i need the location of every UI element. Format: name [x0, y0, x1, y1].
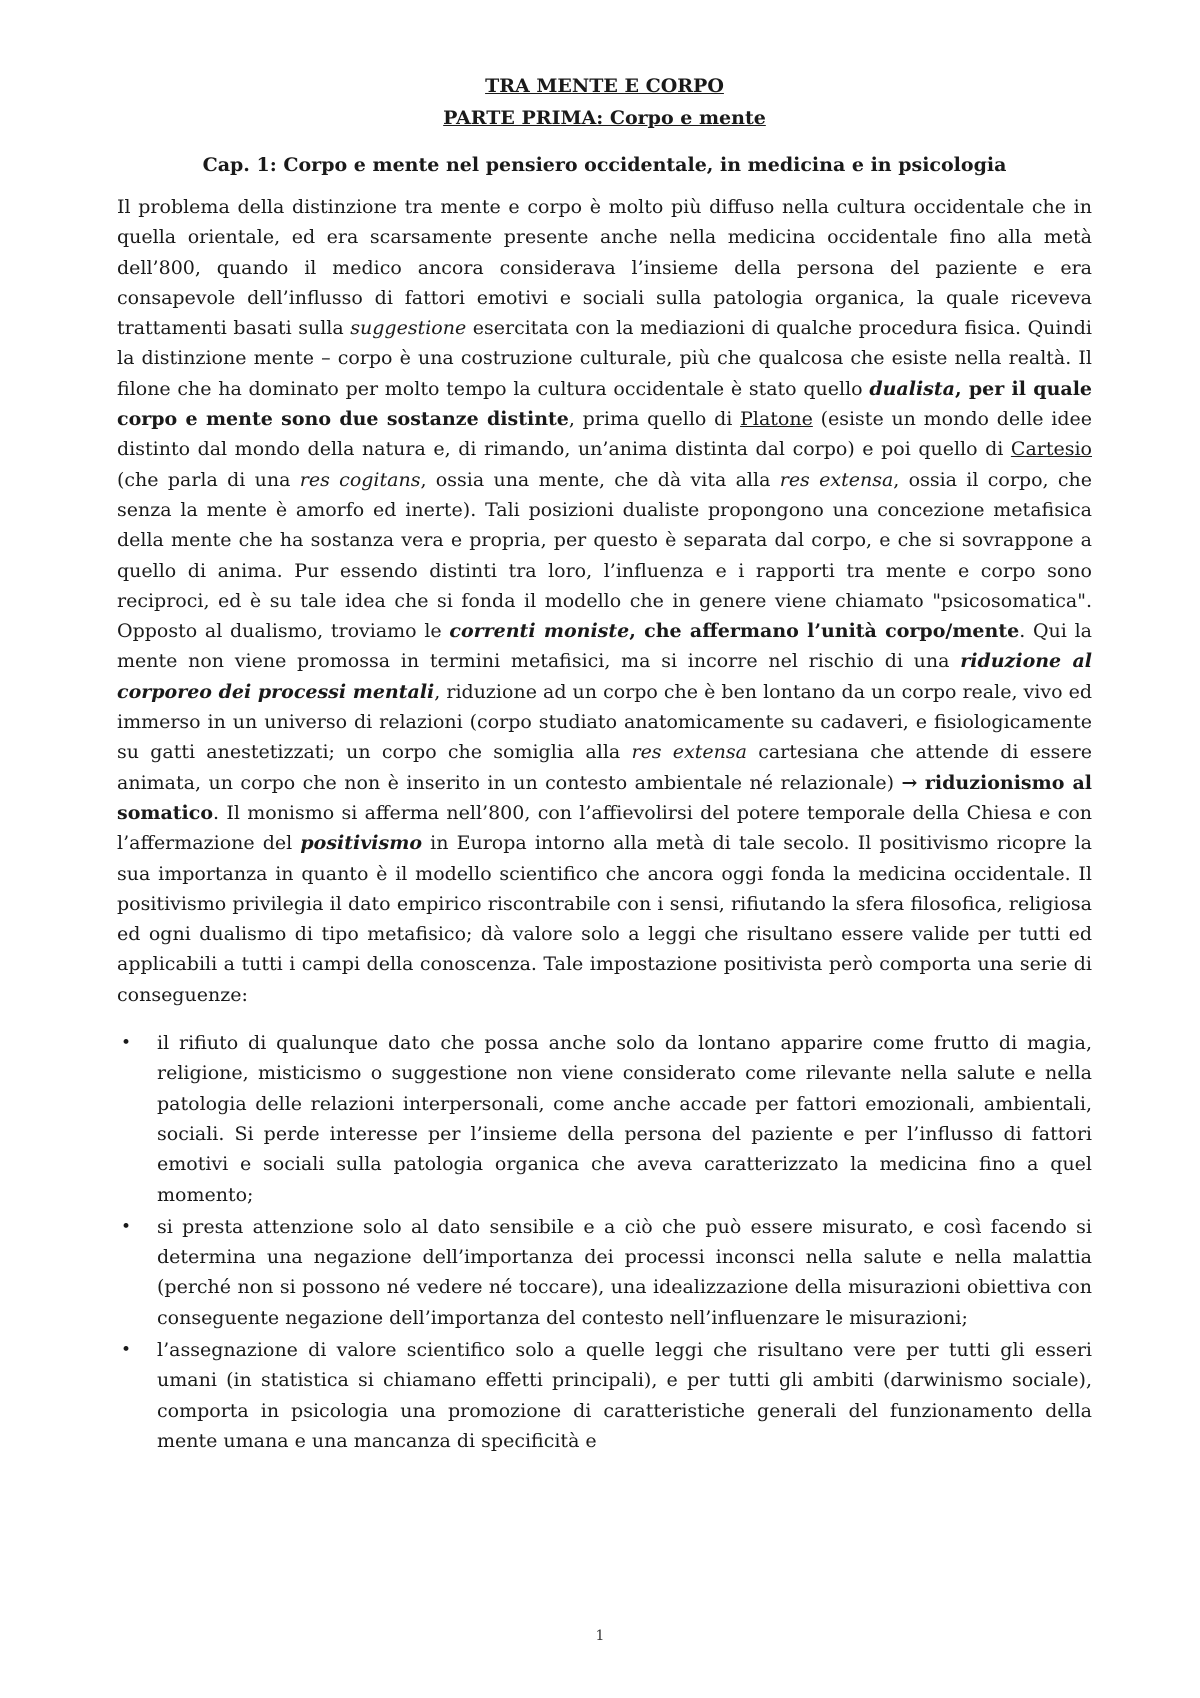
emphasis-res-extensa: res extensa	[631, 741, 747, 764]
text-run: . Qui la mente non viene promossa in termini metafisici, ma si incorre nel rischio di una	[117, 620, 1092, 673]
bold-moniste-block	[449, 620, 1019, 642]
text-run: , ossia il corpo, che senza la mente è amorfo ed inerte). Tali posizioni dualiste propongono una concezione metafisica della mente che ha sostanza vera e propria, per questo è separata dal corpo, e che si sovrappone a quello di anima. Pur essendo distinti tra loro, l’influenza e i rapporti tra mente e corpo sono reciproci, ed è su tale idea che si fonda il modello che in genere viene chiamato "psicosomatica". Opposto al dualismo, troviamo le	[117, 468, 1092, 643]
text-run: in Europa intorno alla metà di tale secolo. Il positivismo ricopre la sua importanza in quanto è il modello scientifico che ancora oggi fonda la medicina occidentale. Il positivismo privilegia il dato empirico riscontrabile con i sensi, rifiutando la sfera filosofica, religiosa ed ogni dualismo di tipo metafisico; dà valore solo a leggi che risultano essere valide per tutti ed applicabili a tutti i campi della conoscenza. Tale impostazione positivista però comporta una serie di conseguenze:	[117, 832, 1092, 1006]
document-title: TRA MENTE E CORPO	[485, 75, 724, 97]
body-paragraph	[117, 192, 1092, 1010]
emphasis-dualista: dualista	[869, 377, 955, 400]
list-item-text: l’assegnazione di valore scientifico solo a quelle leggi che risultano vere per tutti gli esseri umani (in statistica si chiamano effetti principali), e per tutti gli ambiti (darwinismo sociale), comporta in psicologia una promozione di caratteristiche generali del funzionamento della mente umana e una mancanza di specificità e	[157, 1338, 1092, 1452]
bold-dualista-rest: , per il quale corpo e mente sono due sostanze distinte	[117, 377, 1092, 431]
list-item	[117, 1212, 1092, 1333]
underline-cartesio: Cartesio	[1010, 438, 1092, 461]
text-run: . Il monismo si afferma nell’800, con l’affievolirsi del potere temporale della Chiesa e con l’affermazione del	[117, 801, 1092, 855]
part-title: PARTE PRIMA: Corpo e mente	[443, 107, 766, 129]
bullet-icon: •	[121, 1216, 132, 1237]
emphasis-suggestione: suggestione	[350, 317, 467, 340]
list-item-text: il rifiuto di qualunque dato che possa anche solo da lontano apparire come frutto di magia, religione, misticismo o suggestione non viene considerato come rilevante nella salute e nella patologia delle relazioni interpersonali, come anche accade per fattori emozionali, ambientali, sociali. Si perde interesse per l’insieme della persona del paziente e per l’influsso di fattori emotivi e sociali sulla patologia organica che aveva caratterizzato la medicina fino a quel momento;	[157, 1032, 1092, 1206]
text-run: (che parla di una	[117, 468, 300, 491]
bullet-icon: •	[121, 1033, 132, 1054]
text-run: , prima quello di	[568, 408, 741, 431]
list-item	[117, 1335, 1092, 1456]
emphasis-res-cogitans: res cogitans	[299, 468, 421, 491]
text-run: , riduzione ad un corpo che è ben lontano da un corpo reale, vivo ed immerso in un universo di relazioni (corpo studiato anatomicamente su cadaveri, e fisiologicamente su gatti anestetizzati; un corpo che somiglia alla	[117, 680, 1093, 764]
bold-positivismo-block	[300, 832, 422, 854]
bold-moniste-rest: , che affermano l’unità corpo/mente	[629, 620, 1020, 643]
underline-platone: Platone	[740, 408, 813, 431]
list-item	[117, 1028, 1092, 1210]
text-run: cartesiana che attende di essere animata, un corpo che non è inserito in un contesto ambientale né relazionale)	[117, 741, 1092, 794]
text-run: esercitata con la mediazioni di qualche procedura fisica. Quindi la distinzione mente – corpo è una costruzione culturale, più che qualcosa che esiste nella realtà. Il filone che ha dominato per molto tempo la cultura occidentale è stato quello	[117, 317, 1092, 400]
text-run: (esiste un mondo delle idee distinto dal mondo della natura e, di rimando, un’anima distinta dal corpo) e poi quello di	[117, 408, 1092, 461]
bold-riduzionismo: riduzionismo al somatico	[117, 771, 1092, 824]
list-item-text: si presta attenzione solo al dato sensibile e a ciò che può essere misurato, e così facendo si determina una negazione dell’importanza dei processi inconsci nella salute e nella malattia (perché non si possono né vedere né toccare), una idealizzazione della misurazioni obiettiva con conseguente negazione dell’importanza del contesto nell’influenzare le misurazioni;	[157, 1215, 1092, 1329]
arrow-icon: →	[901, 771, 918, 794]
emphasis-correnti-moniste: correnti moniste	[449, 620, 630, 643]
chapter-title: Cap. 1: Corpo e mente nel pensiero occidentale, in medicina e in psicologia	[202, 154, 1007, 176]
consequences-list	[117, 1028, 1092, 1456]
text-run: Il problema della distinzione tra mente e corpo è molto più diffuso nella cultura occidentale che in quella orientale, ed era scarsamente presente anche nella medicina occidentale fino alla metà dell’800, quando il medico ancora considerava l’insieme della persona del paziente e era consapevole dell’influsso di fattori emotivi e sociali sulla patologia organica, la quale riceveva trattamenti basati sulla	[117, 196, 1092, 340]
bullet-icon: •	[121, 1339, 132, 1360]
page-number: 1	[595, 1628, 605, 1644]
emphasis-riduzione: riduzione al corporeo dei processi mentali	[117, 650, 1092, 703]
text-run: , ossia una mente, che dà vita alla	[420, 468, 780, 491]
emphasis-res-extensa: res extensa	[779, 468, 894, 491]
emphasis-positivismo: positivismo	[300, 832, 422, 855]
